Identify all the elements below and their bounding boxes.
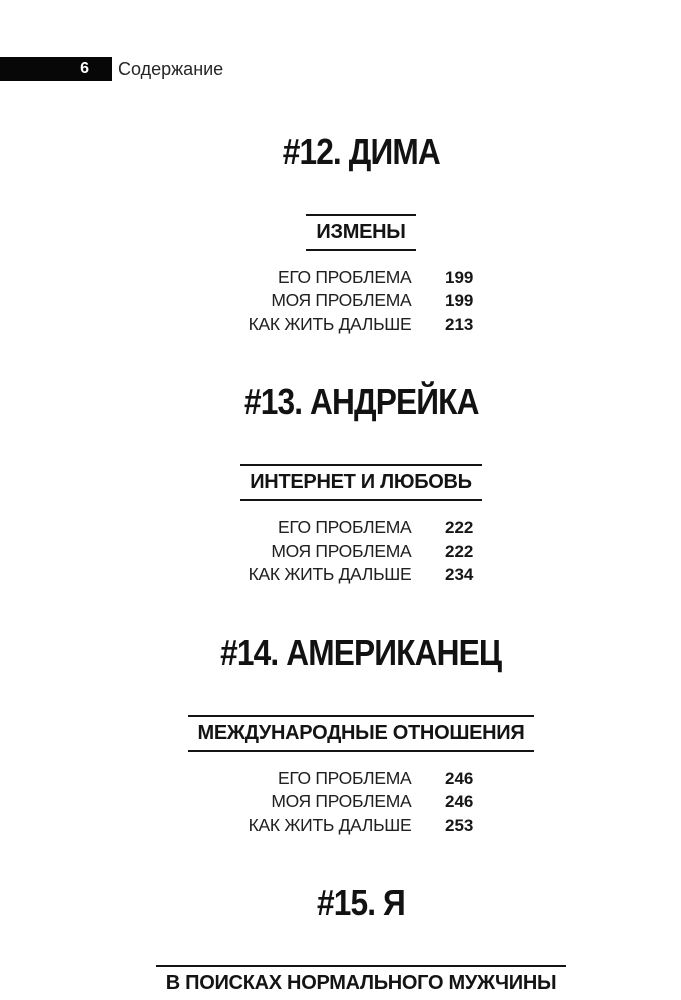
toc-list: [249, 266, 474, 337]
toc-entry-page: 199: [445, 267, 474, 287]
chapter-title: [41, 132, 681, 172]
toc-list: [249, 516, 474, 587]
toc-entry-page: 246: [445, 792, 474, 811]
chapter-section-12: [41, 132, 681, 336]
chapter-section-13: [41, 382, 681, 586]
toc-entry-page: 222: [445, 518, 474, 538]
toc-entry-label: ЕГО ПРОБЛЕМА: [277, 767, 412, 788]
chapter-subtitle: ИНТЕРНЕТ И ЛЮБОВЬ: [240, 464, 482, 501]
chapter-title-text: #15. Я: [317, 882, 405, 923]
page-number: 6: [80, 60, 89, 77]
toc-entry-page: 213: [445, 314, 474, 334]
toc-entry-page: 199: [445, 291, 474, 311]
chapter-title-text: #13. АНДРЕЙКА: [243, 381, 479, 423]
toc-entry-label: МОЯ ПРОБЛЕМА: [271, 290, 412, 311]
chapter-title: [41, 633, 681, 673]
chapter-title-text: #12. ДИМА: [282, 130, 440, 172]
contents-header-label: Содержание: [118, 58, 224, 79]
chapter-title: [41, 382, 681, 422]
chapter-subtitle: ИЗМЕНЫ: [306, 214, 415, 251]
toc-entry-page: 253: [445, 815, 474, 835]
toc-entry-label: МОЯ ПРОБЛЕМА: [271, 791, 412, 811]
toc-entry-label: ЕГО ПРОБЛЕМА: [277, 266, 412, 287]
table-of-contents: [41, 0, 681, 1000]
toc-list: [249, 767, 474, 838]
chapter-title: [41, 883, 681, 923]
toc-entry-label: КАК ЖИТЬ ДАЛЬШЕ: [248, 564, 412, 585]
toc-entry-page: 222: [445, 541, 474, 561]
chapter-subtitle: В ПОИСКАХ НОРМАЛЬНОГО МУЖЧИНЫ: [156, 965, 567, 1000]
chapter-section-14: [41, 633, 681, 837]
toc-entry-label: КАК ЖИТЬ ДАЛЬШЕ: [248, 313, 412, 334]
toc-entry-label: ЕГО ПРОБЛЕМА: [277, 517, 412, 538]
chapter-subtitle: МЕЖДУНАРОДНЫЕ ОТНОШЕНИЯ: [188, 715, 535, 752]
toc-entry-label: МОЯ ПРОБЛЕМА: [271, 540, 412, 561]
toc-entry-label: КАК ЖИТЬ ДАЛЬШЕ: [248, 814, 412, 835]
toc-entry-page: 246: [445, 768, 474, 788]
chapter-title-text: #14. АМЕРИКАНЕЦ: [220, 631, 502, 673]
toc-entry-page: 234: [445, 565, 474, 585]
chapter-section-15: [41, 883, 681, 1000]
